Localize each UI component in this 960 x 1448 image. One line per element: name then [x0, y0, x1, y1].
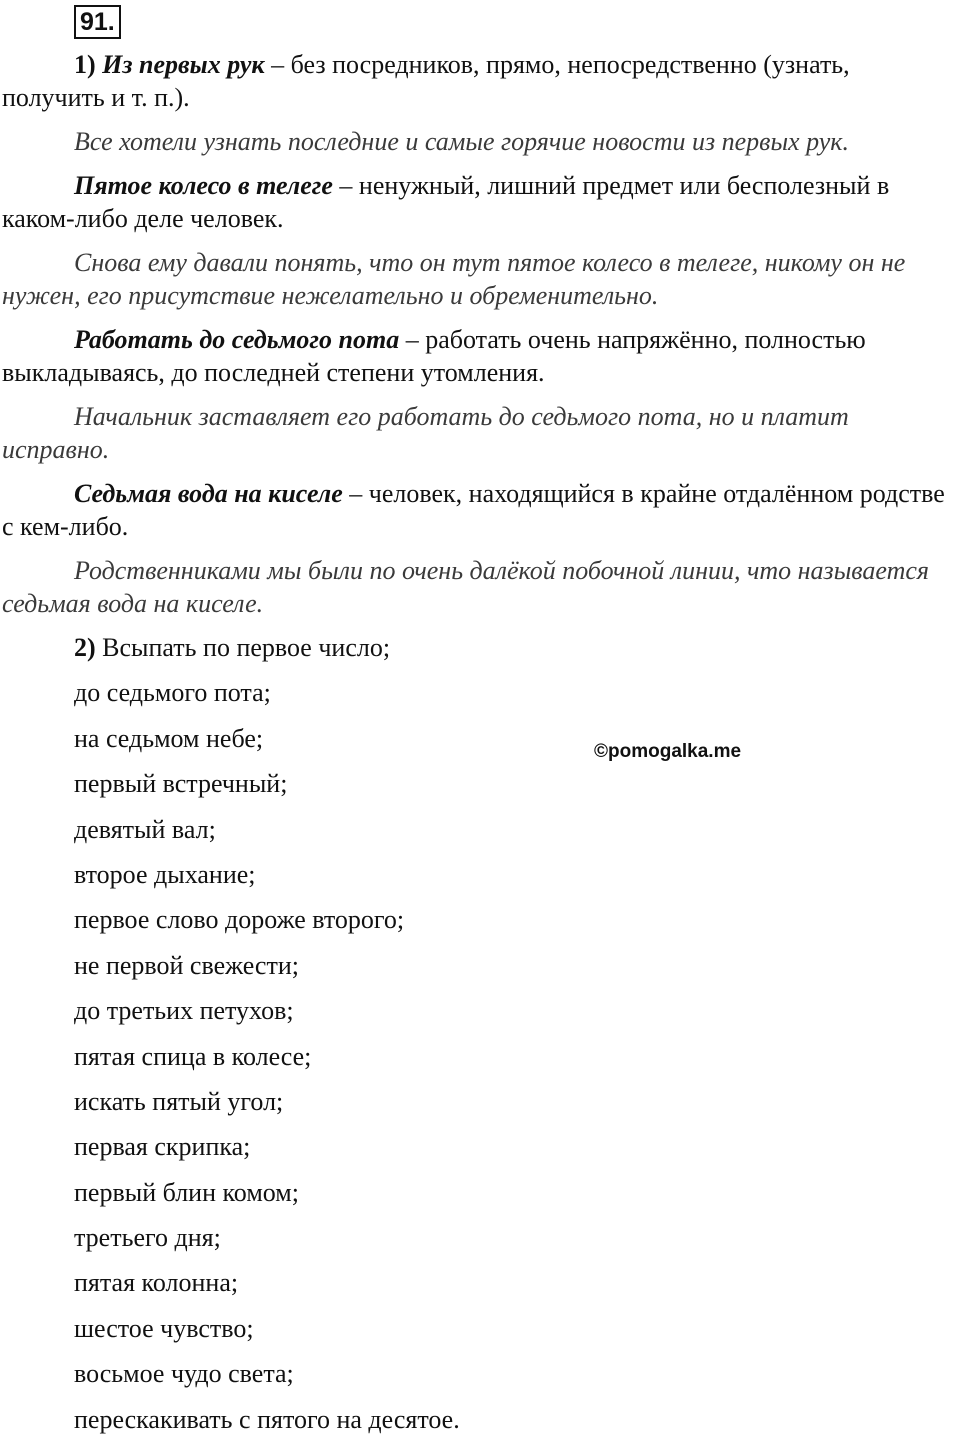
idiom-definition: – работать очень напряжённо, полностью выкладываясь, до последней степени утомления.: [2, 325, 866, 387]
list-item: шестое чувство;: [74, 1313, 254, 1343]
idiom-term: Пятое колесо в телеге: [74, 171, 333, 200]
idiom-term: Работать до седьмого пота: [74, 325, 400, 354]
list-item: пятая колонна;: [74, 1268, 239, 1298]
idiom-term: Из первых рук: [102, 50, 265, 79]
definition-paragraph: [2, 169, 958, 235]
idiom-list: [2, 631, 958, 1448]
idiom-definition: – ненужный, лишний предмет или бесполезный в каком-либо деле человек.: [2, 171, 890, 233]
list-item: до седьмого пота;: [74, 678, 271, 708]
example-sentence: Все хотели узнать последние и самые горячие новости из первых рук.: [74, 127, 849, 156]
list-item: пятая спица в колесе;: [74, 1041, 312, 1071]
idiom-definition: – без посредников, прямо, непосредственно (узнать, получить и т. п.).: [2, 50, 850, 112]
exercise-number: 91.: [74, 5, 121, 39]
part-label: 1): [74, 50, 96, 79]
example-sentence: Начальник заставляет его работать до седьмого пота, но и платит исправно.: [2, 402, 849, 464]
idiom-definition: – человек, находящийся в крайне отдалённом родстве с кем-либо.: [2, 479, 945, 541]
definition-paragraph: [2, 477, 958, 543]
part-label: 2): [74, 633, 96, 662]
list-item: третьего дня;: [74, 1223, 221, 1253]
list-item: первая скрипка;: [74, 1132, 251, 1162]
list-item: не первой свежести;: [74, 950, 299, 980]
list-item: первый встречный;: [74, 769, 288, 799]
idiom-term: Седьмая вода на киселе: [74, 479, 343, 508]
list-item: первое слово дороже второго;: [74, 905, 405, 935]
list-item: девятый вал;: [74, 814, 216, 844]
definition-paragraph: [2, 48, 958, 114]
answer-content: [2, 48, 958, 1448]
example-sentence: Родственниками мы были по очень далёкой побочной линии, что называется седьмая вода на киселе.: [2, 556, 930, 618]
list-item: [2, 631, 958, 676]
definition-paragraph: [2, 323, 958, 389]
list-item: первый блин комом;: [74, 1177, 299, 1207]
example-sentence: Снова ему давали понять, что он тут пятое колесо в телеге, никому он не нужен, его присутствие нежелательно и обременительно.: [2, 248, 906, 310]
list-item: на седьмом небе;: [74, 723, 264, 753]
list-item: искать пятый угол;: [74, 1086, 284, 1116]
list-item: до третьих петухов;: [74, 996, 294, 1026]
list-item-text: Всыпать по первое число;: [102, 633, 391, 662]
list-item: восьмое чудо света;: [74, 1359, 294, 1389]
list-item: второе дыхание;: [74, 859, 256, 889]
list-item: перескакивать с пятого на десятое.: [74, 1404, 460, 1434]
watermark: ©pomogalka.me: [594, 741, 742, 762]
